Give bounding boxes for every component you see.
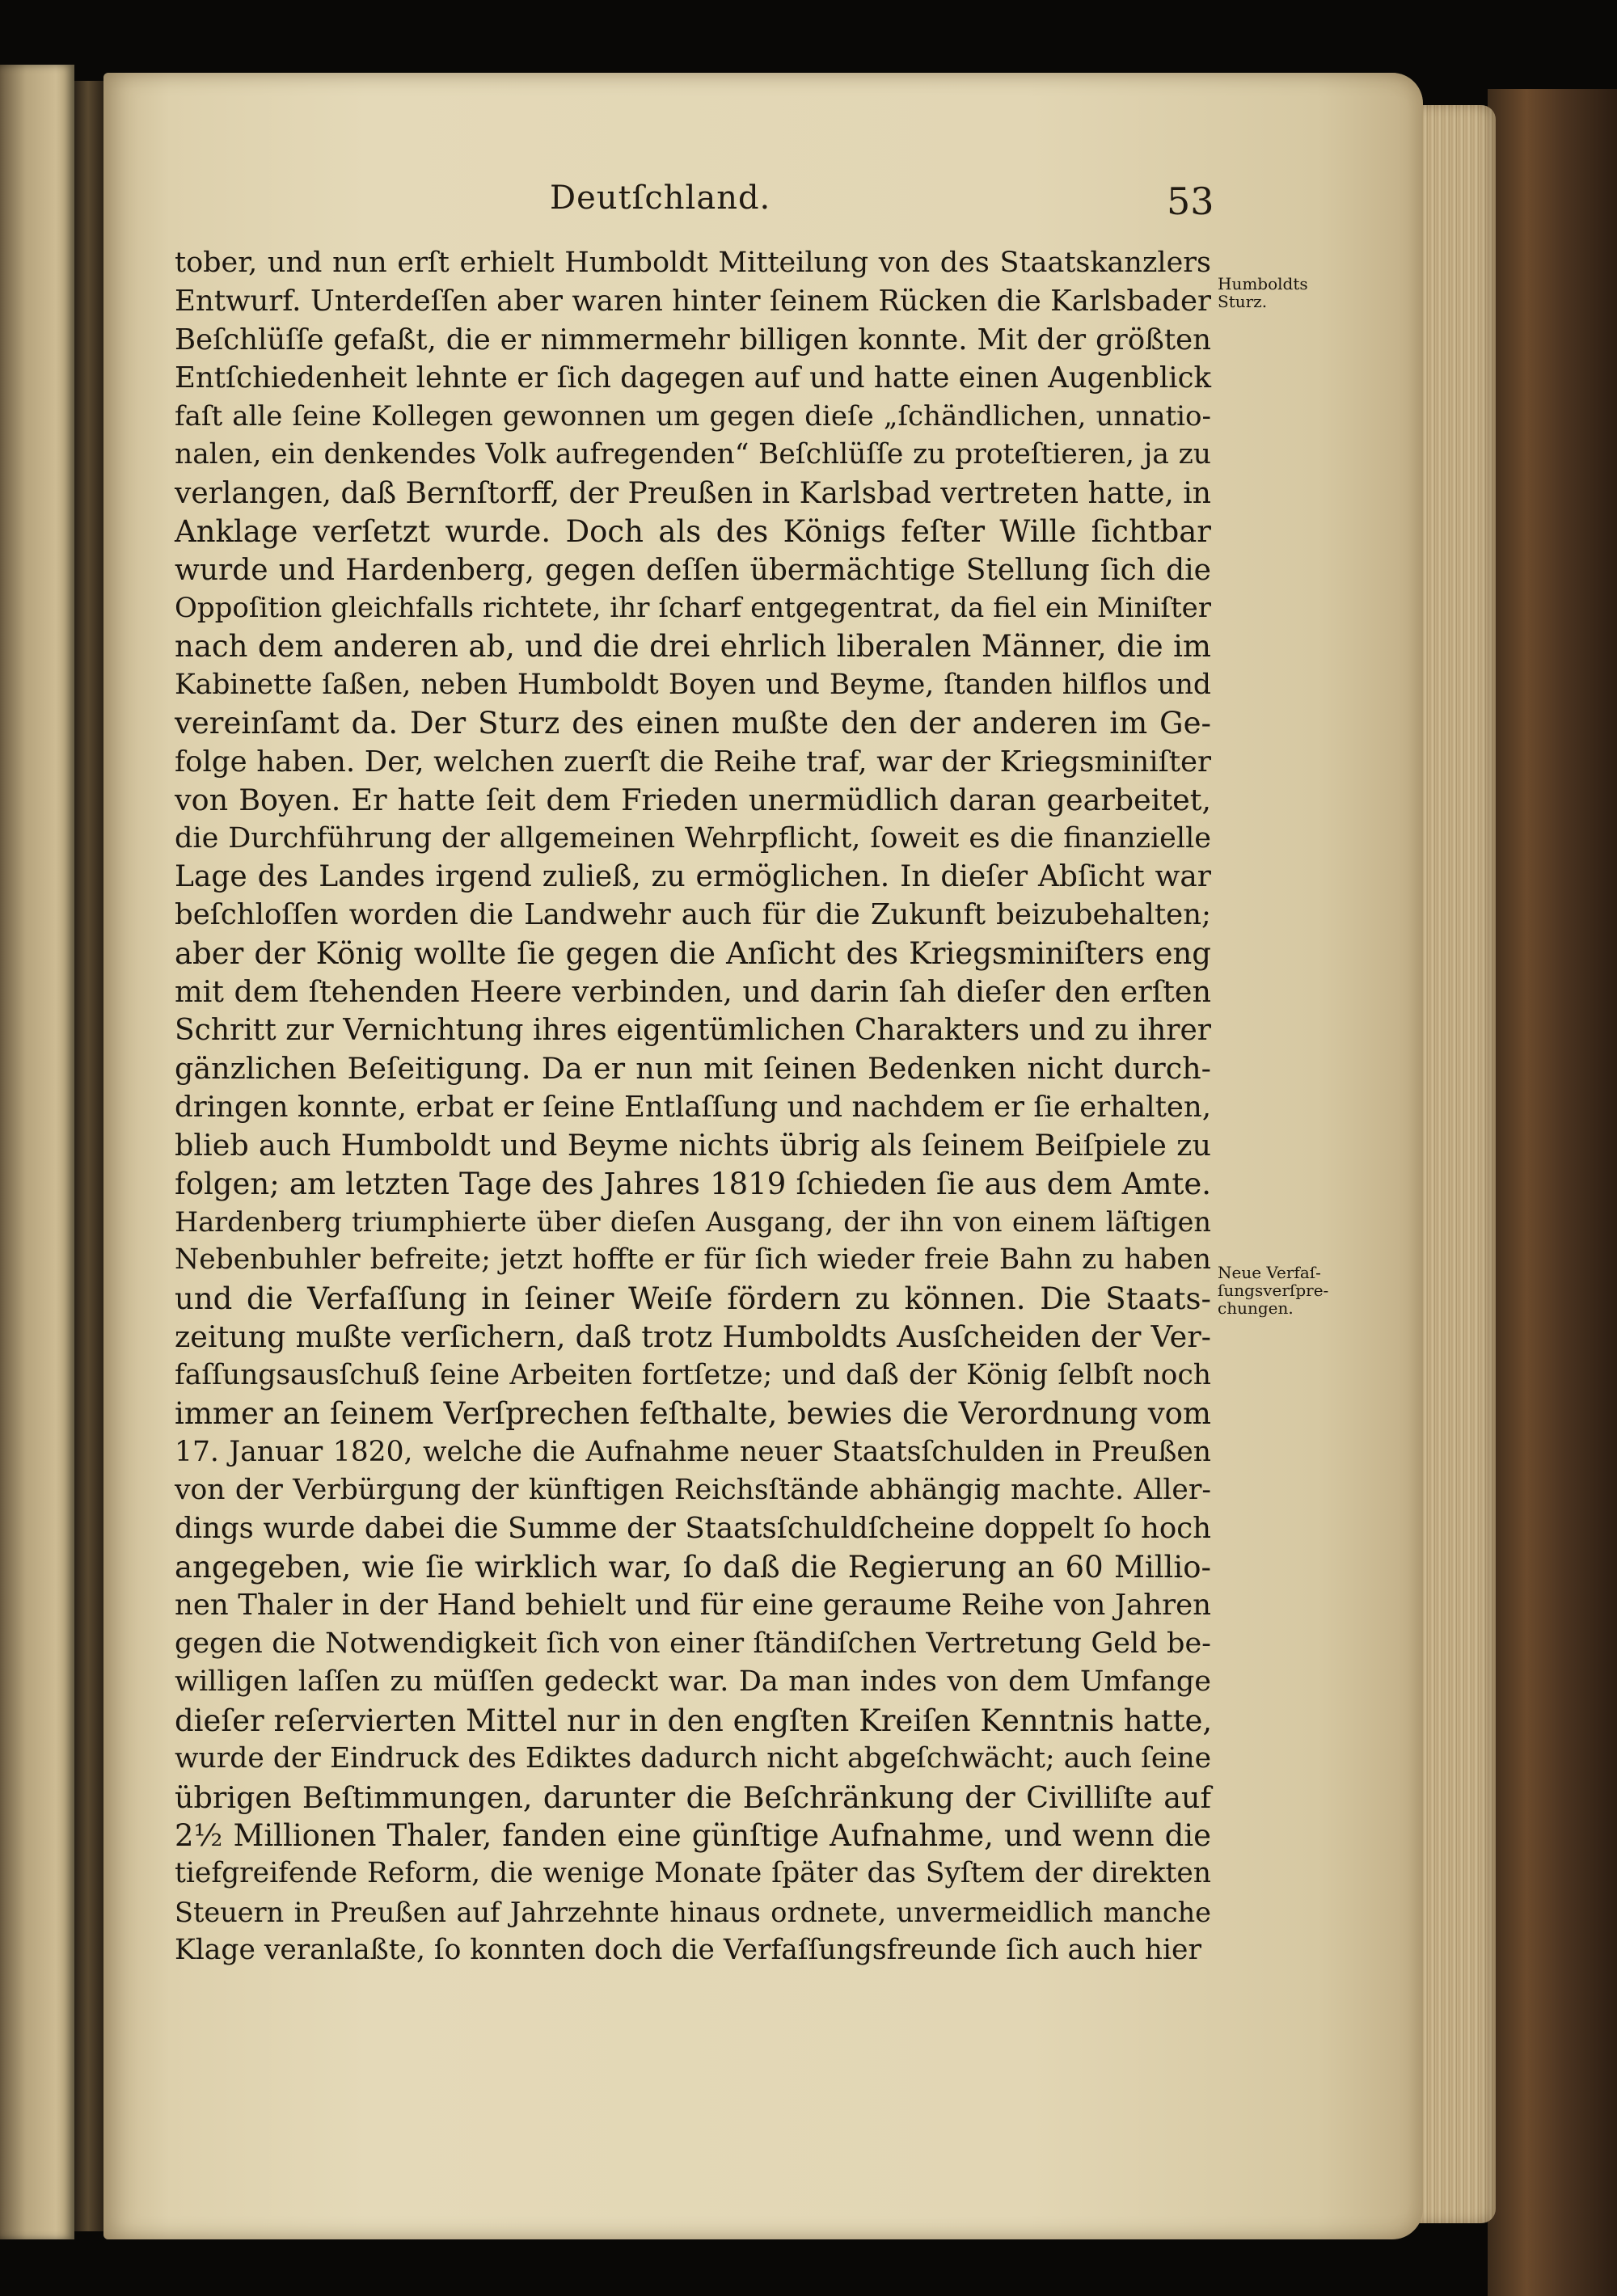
text-line: angegeben, wie ſie wirklich war, ſo daß die Regierung an 60 Millio- bbox=[175, 1549, 1211, 1585]
margin-note bbox=[1218, 275, 1339, 310]
text-line: beſchloſſen worden die Landwehr auch für die Zukunft beizubehalten; bbox=[175, 898, 1211, 932]
running-head: Deutſchland. bbox=[550, 179, 771, 217]
text-line: 17. Januar 1820, welche die Aufnahme neuer Staatsſchulden in Preußen bbox=[175, 1435, 1211, 1468]
text-line: Schritt zur Vernichtung ihres eigentümlichen Charakters und zu ihrer bbox=[175, 1013, 1211, 1047]
text-line: nalen, ein denkendes Volk aufregenden“ Beſchlüſſe zu proteſtieren, ja zu bbox=[175, 438, 1211, 471]
text-line: Entſchiedenheit lehnte er ſich dagegen auf und hatte einen Augenblick bbox=[175, 361, 1211, 395]
margin-note-line: chungen. bbox=[1218, 1298, 1294, 1318]
text-line: wurde der Eindruck des Ediktes dadurch nicht abgeſchwächt; auch ſeine bbox=[175, 1742, 1211, 1775]
text-line: 2½ Millionen Thaler, fanden eine günſtige Aufnahme, und wenn die bbox=[175, 1817, 1211, 1853]
text-line: aber der König wollte ſie gegen die Anſicht des Kriegsminiſters eng bbox=[175, 935, 1211, 971]
text-line: Entwurf. Unterdeſſen aber waren hinter ſeinem Rücken die Karlsbader bbox=[175, 285, 1211, 319]
margin-note-line: ſungsverſpre- bbox=[1218, 1281, 1329, 1300]
text-line: folge haben. Der, welchen zuerſt die Reihe traf, war der Kriegsminiſter bbox=[175, 745, 1211, 779]
text-line: Kabinette ſaßen, neben Humboldt Boyen und Beyme, ſtanden hilflos und bbox=[175, 668, 1211, 701]
page-number: 53 bbox=[1167, 179, 1214, 223]
text-line: Klage veranlaßte, ſo konnten doch die Verfaſſungsfreunde ſich auch hier bbox=[175, 1934, 1201, 1967]
text-line: dings wurde dabei die Summe der Staatsſchuldſcheine doppelt ſo hoch bbox=[175, 1512, 1211, 1546]
text-line: gegen die Notwendigkeit ſich von einer ſtändiſchen Vertretung Geld be- bbox=[175, 1627, 1211, 1660]
text-line: Beſchlüſſe gefaßt, die er nimmermehr billigen konnte. Mit der größten bbox=[175, 323, 1211, 357]
text-line: die Durchführung der allgemeinen Wehrpflicht, ſoweit es die finanzielle bbox=[175, 821, 1211, 855]
margin-note-line: Sturz. bbox=[1218, 292, 1268, 311]
text-line: von Boyen. Er hatte ſeit dem Frieden unermüdlich daran gearbeitet, bbox=[175, 783, 1211, 818]
text-line: tiefgreifende Reform, die wenige Monate ſpäter das Syſtem der direkten bbox=[175, 1857, 1211, 1890]
text-line: gänzlichen Beſeitigung. Da er nun mit ſeinen Bedenken nicht durch- bbox=[175, 1051, 1211, 1087]
text-line: tober, und nun erſt erhielt Humboldt Mitteilung von des Staatskanzlers bbox=[175, 247, 1211, 279]
text-line: zeitung mußte verſichern, daß trotz Humboldts Ausſcheiden der Ver- bbox=[175, 1319, 1211, 1355]
text-line: dringen konnte, erbat er ſeine Entlaſſung und nachdem er ſie erhalten, bbox=[175, 1090, 1211, 1124]
text-line: Steuern in Preußen auf Jahrzehnte hinaus ordnete, unvermeidlich manche bbox=[175, 1896, 1211, 1928]
text-line: nach dem anderen ab, und die drei ehrlich liberalen Männer, die im bbox=[175, 629, 1211, 665]
text-line: nen Thaler in der Hand behielt und für eine geraume Reihe von Jahren bbox=[175, 1589, 1211, 1623]
text-line: immer an ſeinem Verſprechen feſthalte, bewies die Verordnung vom bbox=[175, 1396, 1211, 1432]
text-line: Oppoſition gleichfalls richtete, ihr ſcharf entgegentrat, da fiel ein Miniſter bbox=[175, 591, 1211, 624]
margin-note bbox=[1218, 1264, 1339, 1317]
book-cover-edge bbox=[1488, 89, 1617, 2296]
text-line: faſt alle ſeine Kollegen gewonnen um gegen dieſe „ſchändlichen, unnatio- bbox=[175, 399, 1211, 433]
text-line: dieſer reſervierten Mittel nur in den engſten Kreiſen Kenntnis hatte, bbox=[175, 1703, 1213, 1738]
text-line: vereinſamt da. Der Sturz des einen mußte den der anderen im Ge- bbox=[175, 706, 1211, 741]
text-line: und die Verfaſſung in ſeiner Weiſe fördern zu können. Die Staats- bbox=[175, 1281, 1211, 1316]
text-line: faſſungsausſchuß ſeine Arbeiten fortſetze; und daß der König ſelbſt noch bbox=[175, 1358, 1211, 1391]
text-line: mit dem ſtehenden Heere verbinden, und darin ſah dieſer den erſten bbox=[175, 974, 1211, 1010]
text-line: blieb auch Humboldt und Beyme nichts übrig als ſeinem Beiſpiele zu bbox=[175, 1128, 1211, 1163]
text-line: verlangen, daß Bernſtorff, der Preußen in Karlsbad vertreten hatte, in bbox=[175, 476, 1211, 510]
text-line: willigen laſſen zu müſſen gedeckt war. Da man indes von dem Umfange bbox=[175, 1665, 1211, 1699]
text-line: übrigen Beſtimmungen, darunter die Beſchränkung der Civilliſte auf bbox=[175, 1779, 1211, 1815]
text-line: Hardenberg triumphierte über dieſen Ausgang, der ihn von einem läſtigen bbox=[175, 1205, 1211, 1238]
text-line: Nebenbuhler befreite; jetzt hoffte er für ſich wieder freie Bahn zu haben bbox=[175, 1243, 1211, 1277]
margin-note-line: Humboldts bbox=[1218, 274, 1308, 293]
previous-page-sliver bbox=[0, 65, 74, 2239]
text-line: Lage des Landes irgend zuließ, zu ermöglichen. In dieſer Abſicht war bbox=[175, 860, 1211, 893]
text-line: folgen; am letzten Tage des Jahres 1819 ſchieden ſie aus dem Amte. bbox=[175, 1166, 1211, 1201]
text-line: von der Verbürgung der künftigen Reichsſtände abhängig machte. Aller- bbox=[175, 1474, 1211, 1506]
text-line: Anklage verſetzt wurde. Doch als des Königs feſter Wille ſichtbar bbox=[175, 514, 1211, 550]
text-line: wurde und Hardenberg, gegen deſſen übermächtige Stellung ſich die bbox=[175, 553, 1211, 587]
body-text bbox=[175, 244, 1211, 1970]
margin-note-line: Neue Verfaſ- bbox=[1218, 1263, 1321, 1282]
